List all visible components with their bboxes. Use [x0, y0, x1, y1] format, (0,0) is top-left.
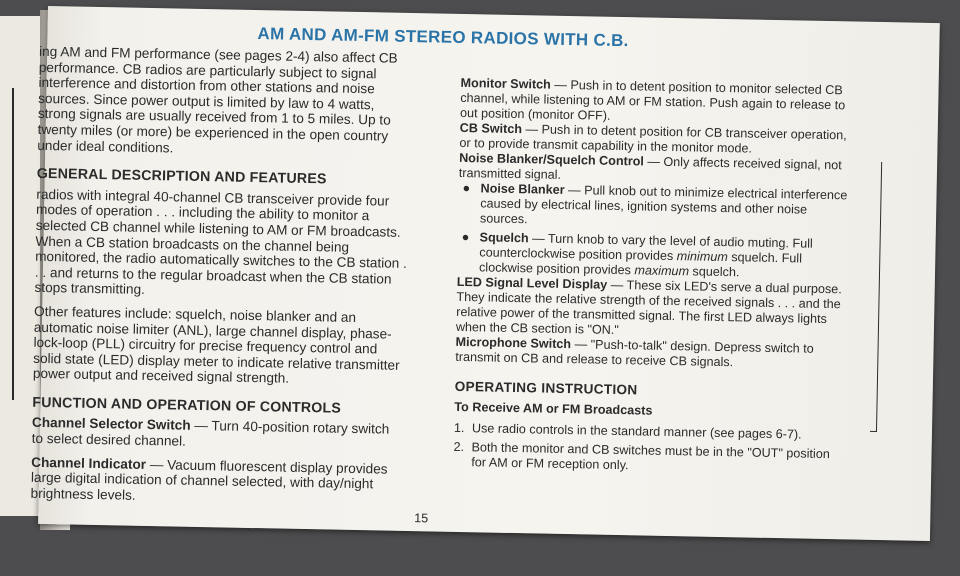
step-1-number: 1.: [453, 420, 465, 436]
squelch-maximum: maximum: [634, 263, 690, 279]
step-2-text: Both the monitor and CB switches must be in the "OUT" position for AM or FM reception only.: [471, 440, 830, 473]
squelch-text-a: — Turn knob to vary the level of audio muting. Full counterclockwise position provides: [479, 231, 813, 264]
step-1: [454, 421, 844, 443]
general-description-heading: GENERAL DESCRIPTION AND FEATURES: [36, 165, 327, 188]
bullet-icon: ●: [461, 229, 470, 245]
channel-selector-label: Channel Selector Switch: [31, 415, 191, 434]
channel-selector-text: — Turn 40-position rotary switch to select desired channel.: [31, 418, 390, 449]
monitor-switch-label: Monitor Switch: [460, 75, 551, 92]
page-number: 15: [414, 511, 429, 526]
step-2: [453, 440, 844, 477]
margin-rule: [12, 88, 14, 400]
general-description-paragraph: radios with integral 40-channel CB transceiver provide four modes of operation . . . including the ability to monitor a selected CB channel while listening to AM or FM broadcasts. When a CB station broadcasts on the channel being monitored, the radio automatically switches to the CB station . . . and returns to the regular broadcast when the CB station stops transmitting.: [34, 186, 408, 298]
channel-indicator-paragraph: [30, 454, 403, 508]
bullet-icon: ●: [462, 180, 471, 196]
monitor-switch-text: — Push in to detent position to monitor selected CB channel, while listening to AM or FM station. Push again to release to out position (monitor OFF).: [459, 77, 846, 123]
operating-instruction-heading: OPERATING INSTRUCTION: [454, 378, 638, 398]
led-display-paragraph: [456, 275, 847, 342]
noise-blanker-squelch-text: — Only affects received signal, not transmitted signal.: [458, 154, 842, 182]
controls-heading: FUNCTION AND OPERATION OF CONTROLS: [32, 394, 342, 417]
squelch-minimum: minimum: [676, 249, 728, 265]
manual-page: [30, 6, 940, 541]
noise-blanker-item: [458, 181, 849, 233]
step-2-number: 2.: [453, 439, 465, 455]
channel-selector-paragraph: [32, 415, 405, 453]
noise-blanker-text: — Pull knob out to minimize electrical interference caused by electrical lines, ignition systems and other noise sources.: [479, 182, 848, 227]
squelch-item: [457, 230, 848, 282]
intro-paragraph: ing AM and FM performance (see pages 2-4) also affect CB performance. CB radios are particularly subject to signal interference and distortion from other stations and noise sources. Since power output is limited by law to 4 watts, strong signals are usually received from 1 to 5 miles. Up to twenty miles (or more) be experienced in the open country under ideal conditions.: [37, 43, 398, 155]
cb-switch-label: CB Switch: [459, 120, 523, 137]
microphone-switch-text: — "Push-to-talk" design. Depress switch to transmit on CB and release to receive CB signals.: [455, 337, 814, 370]
step-1-text: Use radio controls in the standard manner (see pages 6-7).: [471, 421, 802, 442]
channel-indicator-text: — Vacuum fluorescent display provides large digital indication of channel selected, with day/night brightness levels.: [30, 456, 388, 503]
receive-broadcasts-subheading: To Receive AM or FM Broadcasts: [454, 399, 653, 418]
microphone-switch-paragraph: [455, 335, 846, 372]
cb-switch-text: — Push in to detent position for CB transceiver operation, or to provide transmit capability in the monitor mode.: [459, 122, 847, 156]
squelch-text-c: squelch.: [688, 264, 740, 280]
page-title: AM AND AM-FM STEREO RADIOS WITH C.B.: [257, 24, 629, 51]
left-column: [30, 44, 411, 508]
features-paragraph: Other features include: squelch, noise blanker and an automatic noise limiter (ANL), large channel display, phase-lock-loop (PLL) circuitry for precise frequency control and solid state (LED) display meter to indicate relative transmitter power output and received signal strength.: [32, 303, 400, 386]
squelch-text-b: squelch. Full clockwise position provides: [478, 250, 803, 278]
led-display-text: — These six LED's serve a dual purpose. They indicate the relative strength of the received signals . . . and the relative power of the transmitted signal. The first LED always lights when the CB section is "ON.": [455, 277, 842, 338]
squelch-label: Squelch: [479, 230, 529, 246]
noise-blanker-label: Noise Blanker: [480, 181, 565, 197]
monitor-switch-paragraph: [460, 76, 851, 128]
right-column: [453, 76, 850, 477]
microphone-switch-label: Microphone Switch: [455, 334, 572, 352]
led-display-label: LED Signal Level Display: [456, 274, 608, 292]
noise-blanker-squelch-label: Noise Blanker/Squelch Control: [459, 150, 645, 169]
channel-indicator-label: Channel Indicator: [31, 454, 147, 472]
change-bar: [876, 162, 883, 432]
